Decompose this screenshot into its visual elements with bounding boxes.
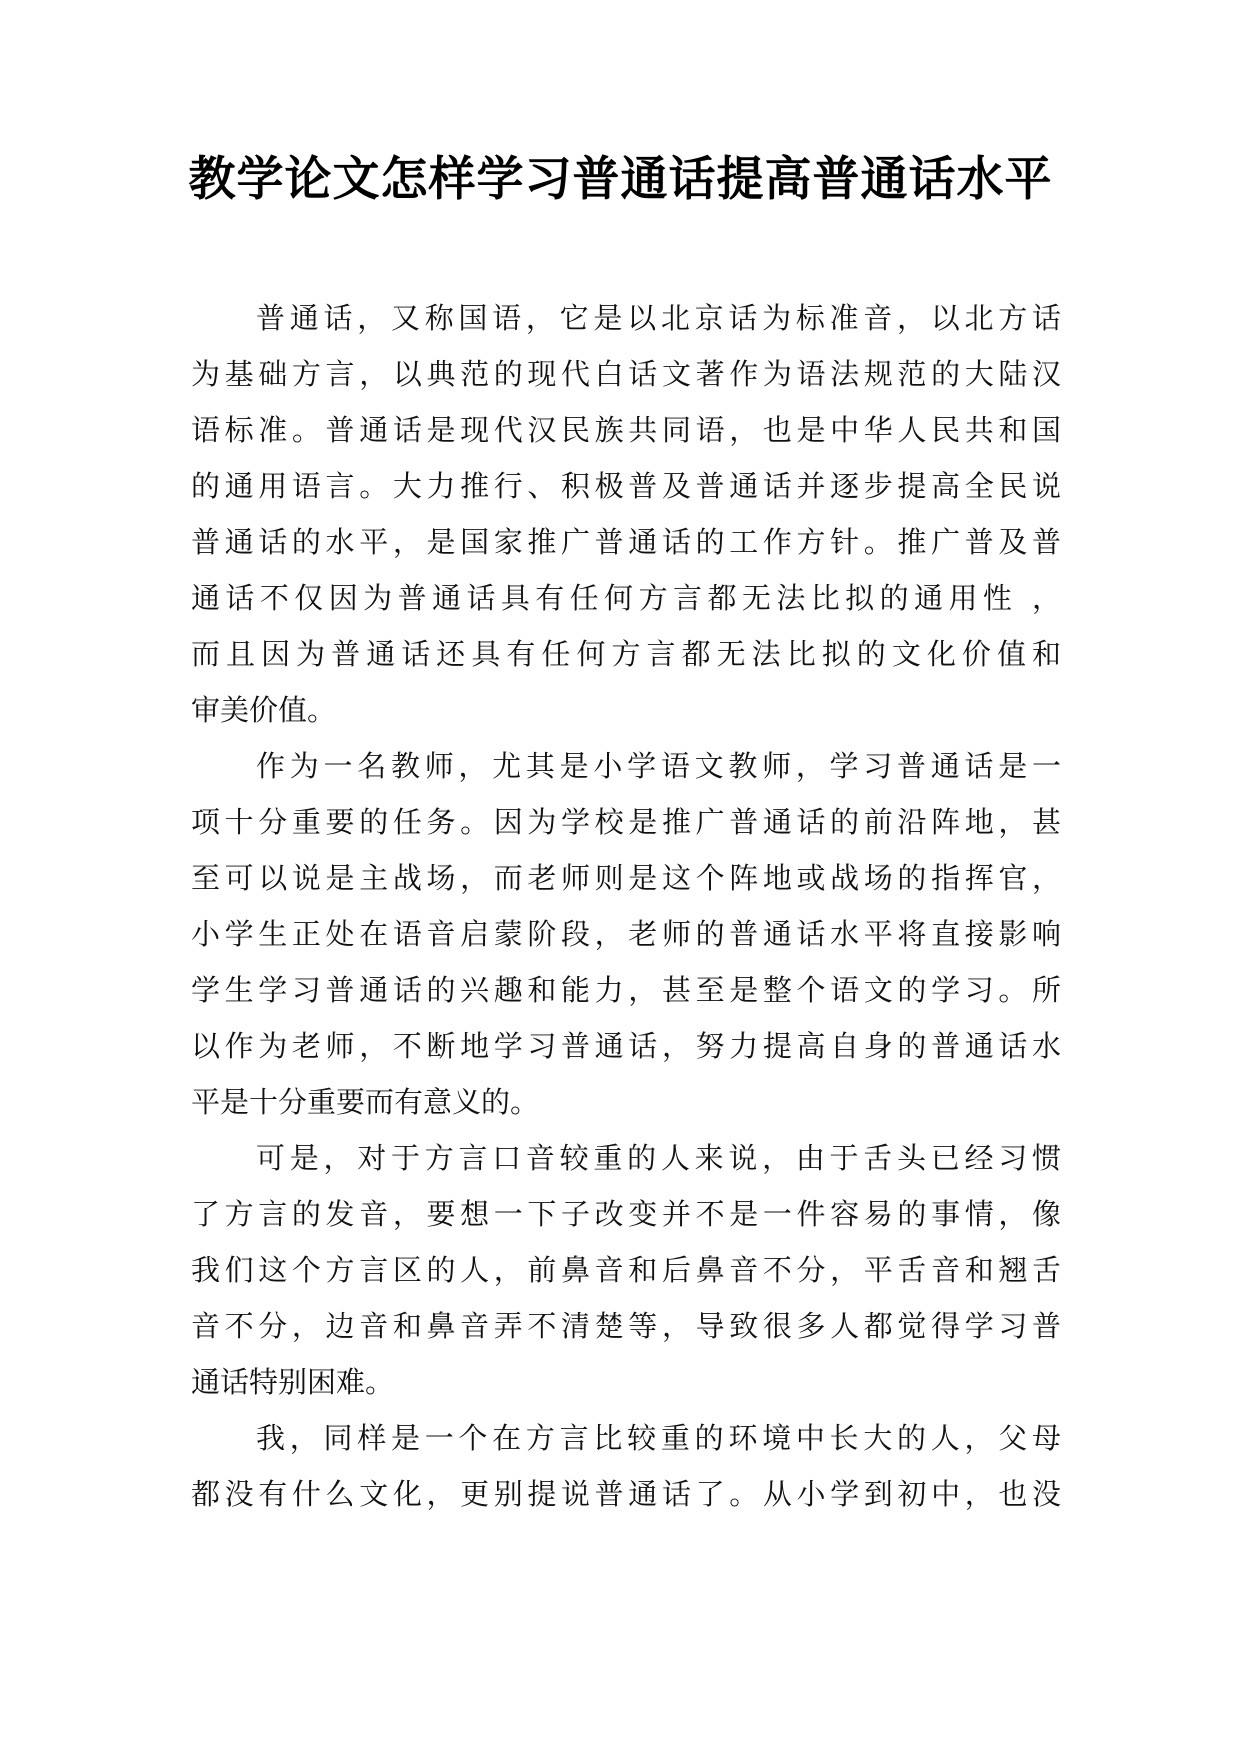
paragraph-line: 作为一名教师，尤其是小学语文教师，学习普通话是一 bbox=[256, 749, 1061, 783]
paragraph-line: 学生学习普通话的兴趣和能力，甚至是整个语文的学习。所 bbox=[191, 973, 1061, 1007]
paragraph-line: 项十分重要的任务。因为学校是推广普通话的前沿阵地，甚 bbox=[191, 805, 1061, 839]
paragraph-line: 通话不仅因为普通话具有任何方言都无法比拟的通用性 ， bbox=[191, 581, 1061, 615]
paragraph-4 bbox=[191, 1410, 1061, 1522]
paragraph-line: 语标准。普通话是现代汉民族共同语，也是中华人民共和国 bbox=[191, 413, 1061, 447]
paragraph-line: 我们这个方言区的人，前鼻音和后鼻音不分，平舌音和翘舌 bbox=[191, 1253, 1061, 1287]
paragraph-line: 为基础方言，以典范的现代白话文著作为语法规范的大陆汉 bbox=[191, 357, 1061, 391]
paragraph-line: 我，同样是一个在方言比较重的环境中长大的人，父母 bbox=[256, 1421, 1061, 1455]
paragraph-line: 可是，对于方言口音较重的人来说，由于舌头已经习惯 bbox=[256, 1141, 1061, 1175]
paragraph-line: 都没有什么文化，更别提说普通话了。从小学到初中，也没 bbox=[191, 1477, 1061, 1511]
paragraph-3 bbox=[191, 1130, 1061, 1410]
paragraph-line: 而且因为普通话还具有任何方言都无法比拟的文化价值和 bbox=[191, 637, 1061, 671]
paragraph-line: 了方言的发音，要想一下子改变并不是一件容易的事情，像 bbox=[191, 1197, 1061, 1231]
paragraph-1 bbox=[191, 290, 1061, 738]
paragraph-line: 以作为老师，不断地学习普通话，努力提高自身的普通话水 bbox=[191, 1029, 1061, 1063]
paragraph-line: 至可以说是主战场，而老师则是这个阵地或战场的指挥官， bbox=[191, 861, 1061, 895]
paragraph-line: 平是十分重要而有意义的。 bbox=[191, 1085, 540, 1119]
paragraph-line: 审美价值。 bbox=[191, 693, 337, 727]
paragraph-line: 普通话的水平，是国家推广普通话的工作方针。推广普及普 bbox=[191, 525, 1061, 559]
paragraph-line: 小学生正处在语音启蒙阶段，老师的普通话水平将直接影响 bbox=[191, 917, 1061, 951]
document-body bbox=[191, 290, 1061, 1522]
paragraph-2 bbox=[191, 738, 1061, 1130]
paragraph-line: 普通话，又称国语，它是以北京话为标准音，以北方话 bbox=[256, 301, 1061, 335]
paragraph-line: 的通用语言。大力推行、积极普及普通话并逐步提高全民说 bbox=[191, 469, 1061, 503]
paragraph-line: 音不分，边音和鼻音弄不清楚等，导致很多人都觉得学习普 bbox=[191, 1309, 1061, 1343]
document-title: 教学论文怎样学习普通话提高普通话水平 bbox=[188, 152, 1053, 207]
paragraph-line: 通话特别困难。 bbox=[191, 1365, 395, 1399]
